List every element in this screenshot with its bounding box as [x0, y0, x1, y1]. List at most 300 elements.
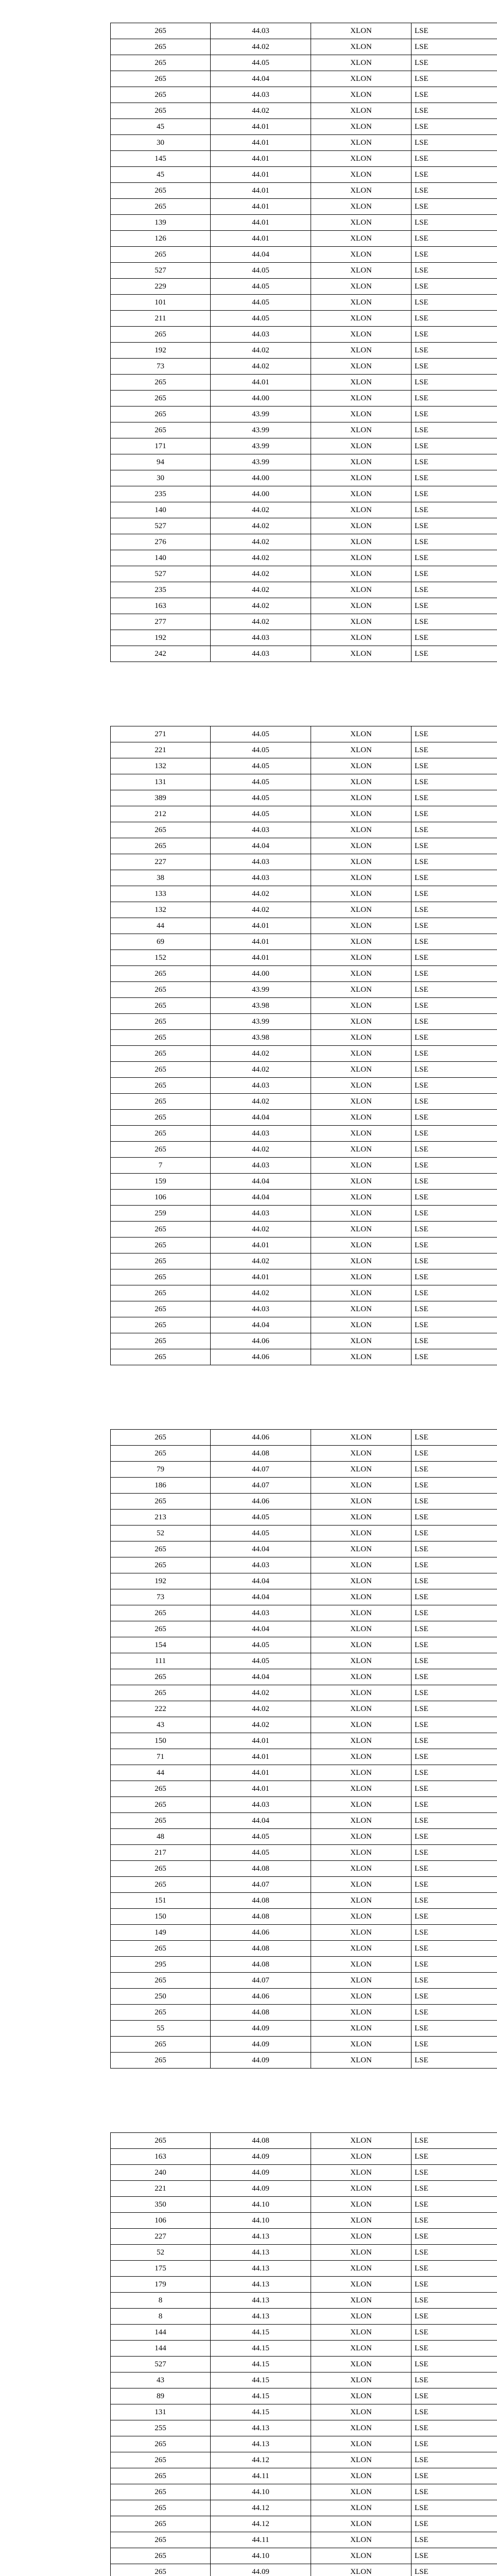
- platform-cell: LSE: [412, 998, 497, 1014]
- table-row: [111, 2293, 497, 2309]
- venue-cell: XLON: [311, 870, 412, 886]
- venue-cell: XLON: [311, 2325, 412, 2341]
- table-row: [111, 2500, 497, 2516]
- platform-cell: LSE: [412, 2357, 497, 2372]
- volume-cell: 240: [111, 2165, 211, 2181]
- platform-cell: LSE: [412, 2277, 497, 2293]
- platform-cell: LSE: [412, 1861, 497, 1877]
- platform-cell: LSE: [412, 1238, 497, 1253]
- table-row: [111, 1222, 497, 1238]
- table-row: [111, 1861, 497, 1877]
- platform-cell: LSE: [412, 151, 497, 167]
- platform-cell: LSE: [412, 2213, 497, 2229]
- price-cell: 44.13: [211, 2436, 311, 2452]
- table-row: [111, 630, 497, 646]
- platform-cell: LSE: [412, 582, 497, 598]
- venue-cell: XLON: [311, 247, 412, 263]
- platform-cell: LSE: [412, 646, 497, 662]
- platform-cell: LSE: [412, 263, 497, 279]
- venue-cell: XLON: [311, 2500, 412, 2516]
- price-cell: 44.13: [211, 2420, 311, 2436]
- volume-cell: 265: [111, 1094, 211, 1110]
- price-cell: 44.01: [211, 1749, 311, 1765]
- price-cell: 44.03: [211, 327, 311, 343]
- volume-cell: 265: [111, 2133, 211, 2149]
- price-cell: 44.05: [211, 806, 311, 822]
- table-row: [111, 934, 497, 950]
- venue-cell: XLON: [311, 406, 412, 422]
- platform-cell: LSE: [412, 486, 497, 502]
- price-cell: 44.03: [211, 854, 311, 870]
- page-4: [0, 2110, 497, 2576]
- price-cell: 44.00: [211, 470, 311, 486]
- volume-cell: 154: [111, 1637, 211, 1653]
- price-cell: 44.03: [211, 646, 311, 662]
- table-row: [111, 183, 497, 199]
- volume-cell: 259: [111, 1206, 211, 1222]
- table-row: [111, 2021, 497, 2037]
- platform-cell: LSE: [412, 1190, 497, 1206]
- volume-cell: 106: [111, 1190, 211, 1206]
- platform-cell: LSE: [412, 1494, 497, 1510]
- venue-cell: XLON: [311, 1094, 412, 1110]
- volume-cell: 106: [111, 2213, 211, 2229]
- table-row: [111, 726, 497, 742]
- platform-cell: LSE: [412, 279, 497, 295]
- price-cell: 44.01: [211, 199, 311, 215]
- platform-cell: LSE: [412, 1317, 497, 1333]
- price-cell: 44.00: [211, 486, 311, 502]
- table-row: [111, 902, 497, 918]
- volume-cell: 265: [111, 998, 211, 1014]
- volume-cell: 265: [111, 1014, 211, 1030]
- price-cell: 44.04: [211, 1110, 311, 1126]
- platform-cell: LSE: [412, 2548, 497, 2564]
- price-cell: 44.01: [211, 231, 311, 247]
- volume-cell: 265: [111, 1605, 211, 1621]
- table-row: [111, 1749, 497, 1765]
- volume-cell: 265: [111, 1557, 211, 1573]
- price-cell: 44.02: [211, 1685, 311, 1701]
- table-row: [111, 2325, 497, 2341]
- price-cell: 44.03: [211, 822, 311, 838]
- table-row: [111, 1589, 497, 1605]
- volume-cell: 265: [111, 1126, 211, 1142]
- venue-cell: XLON: [311, 231, 412, 247]
- volume-cell: 242: [111, 646, 211, 662]
- platform-cell: LSE: [412, 2436, 497, 2452]
- platform-cell: LSE: [412, 1797, 497, 1813]
- price-cell: 44.13: [211, 2293, 311, 2309]
- price-cell: 43.99: [211, 982, 311, 998]
- volume-cell: 94: [111, 454, 211, 470]
- venue-cell: XLON: [311, 1158, 412, 1174]
- trades-table-body: [111, 726, 497, 1365]
- venue-cell: XLON: [311, 1078, 412, 1094]
- table-row: [111, 1605, 497, 1621]
- venue-cell: XLON: [311, 1621, 412, 1637]
- volume-cell: 79: [111, 1462, 211, 1478]
- platform-cell: LSE: [412, 1637, 497, 1653]
- volume-cell: 48: [111, 1829, 211, 1845]
- platform-cell: LSE: [412, 2564, 497, 2576]
- table-row: [111, 1526, 497, 1541]
- venue-cell: XLON: [311, 2436, 412, 2452]
- table-row: [111, 998, 497, 1014]
- venue-cell: XLON: [311, 1829, 412, 1845]
- platform-cell: LSE: [412, 1526, 497, 1541]
- venue-cell: XLON: [311, 1510, 412, 1526]
- venue-cell: XLON: [311, 950, 412, 966]
- price-cell: 44.10: [211, 2197, 311, 2213]
- venue-cell: XLON: [311, 1190, 412, 1206]
- price-cell: 44.08: [211, 1957, 311, 1973]
- venue-cell: XLON: [311, 1238, 412, 1253]
- venue-cell: XLON: [311, 1030, 412, 1046]
- table-row: [111, 2213, 497, 2229]
- price-cell: 44.12: [211, 2500, 311, 2516]
- volume-cell: 265: [111, 966, 211, 982]
- table-row: [111, 1317, 497, 1333]
- volume-cell: 265: [111, 2500, 211, 2516]
- price-cell: 44.13: [211, 2309, 311, 2325]
- venue-cell: XLON: [311, 806, 412, 822]
- venue-cell: XLON: [311, 742, 412, 758]
- table-row: [111, 2484, 497, 2500]
- price-cell: 44.06: [211, 1349, 311, 1365]
- price-cell: 44.02: [211, 1285, 311, 1301]
- volume-cell: 265: [111, 1494, 211, 1510]
- price-cell: 44.03: [211, 870, 311, 886]
- venue-cell: XLON: [311, 598, 412, 614]
- price-cell: 44.09: [211, 2149, 311, 2165]
- venue-cell: XLON: [311, 2341, 412, 2357]
- volume-cell: 265: [111, 2005, 211, 2021]
- price-cell: 44.02: [211, 103, 311, 119]
- table-row: [111, 1142, 497, 1158]
- volume-cell: 163: [111, 598, 211, 614]
- price-cell: 44.04: [211, 1174, 311, 1190]
- venue-cell: XLON: [311, 1717, 412, 1733]
- volume-cell: 144: [111, 2341, 211, 2357]
- table-row: [111, 534, 497, 550]
- price-cell: 44.02: [211, 550, 311, 566]
- venue-cell: XLON: [311, 1765, 412, 1781]
- platform-cell: LSE: [412, 1046, 497, 1062]
- venue-cell: XLON: [311, 502, 412, 518]
- venue-cell: XLON: [311, 2133, 412, 2149]
- venue-cell: XLON: [311, 1014, 412, 1030]
- price-cell: 44.06: [211, 1430, 311, 1446]
- table-row: [111, 918, 497, 934]
- volume-cell: 265: [111, 1301, 211, 1317]
- venue-cell: XLON: [311, 135, 412, 151]
- volume-cell: 265: [111, 71, 211, 87]
- platform-cell: LSE: [412, 438, 497, 454]
- venue-cell: XLON: [311, 1845, 412, 1861]
- table-row: [111, 518, 497, 534]
- volume-cell: 265: [111, 1046, 211, 1062]
- platform-cell: LSE: [412, 295, 497, 311]
- venue-cell: XLON: [311, 966, 412, 982]
- volume-cell: 45: [111, 119, 211, 135]
- trades-table: [110, 726, 497, 1365]
- platform-cell: LSE: [412, 2181, 497, 2197]
- venue-cell: XLON: [311, 1462, 412, 1478]
- venue-cell: XLON: [311, 1909, 412, 1925]
- price-cell: 44.05: [211, 726, 311, 742]
- platform-cell: LSE: [412, 1510, 497, 1526]
- venue-cell: XLON: [311, 263, 412, 279]
- price-cell: 44.03: [211, 630, 311, 646]
- volume-cell: 52: [111, 2245, 211, 2261]
- price-cell: 44.02: [211, 518, 311, 534]
- volume-cell: 265: [111, 87, 211, 103]
- price-cell: 44.04: [211, 1541, 311, 1557]
- volume-cell: 265: [111, 1446, 211, 1462]
- venue-cell: XLON: [311, 2484, 412, 2500]
- price-cell: 44.15: [211, 2357, 311, 2372]
- volume-cell: 149: [111, 1925, 211, 1941]
- venue-cell: XLON: [311, 470, 412, 486]
- platform-cell: LSE: [412, 71, 497, 87]
- venue-cell: XLON: [311, 39, 412, 55]
- venue-cell: XLON: [311, 1749, 412, 1765]
- venue-cell: XLON: [311, 2053, 412, 2069]
- volume-cell: 527: [111, 566, 211, 582]
- table-row: [111, 470, 497, 486]
- platform-cell: LSE: [412, 534, 497, 550]
- platform-cell: LSE: [412, 1781, 497, 1797]
- table-row: [111, 1333, 497, 1349]
- table-row: [111, 2261, 497, 2277]
- platform-cell: LSE: [412, 1030, 497, 1046]
- volume-cell: 265: [111, 1861, 211, 1877]
- table-row: [111, 1877, 497, 1893]
- price-cell: 44.02: [211, 614, 311, 630]
- platform-cell: LSE: [412, 1765, 497, 1781]
- price-cell: 44.02: [211, 534, 311, 550]
- price-cell: 44.02: [211, 886, 311, 902]
- platform-cell: LSE: [412, 870, 497, 886]
- venue-cell: XLON: [311, 1046, 412, 1062]
- volume-cell: 71: [111, 1749, 211, 1765]
- venue-cell: XLON: [311, 1605, 412, 1621]
- venue-cell: XLON: [311, 343, 412, 359]
- platform-cell: LSE: [412, 790, 497, 806]
- venue-cell: XLON: [311, 295, 412, 311]
- venue-cell: XLON: [311, 1925, 412, 1941]
- price-cell: 44.04: [211, 1190, 311, 1206]
- price-cell: 44.15: [211, 2388, 311, 2404]
- table-row: [111, 1941, 497, 1957]
- price-cell: 44.10: [211, 2213, 311, 2229]
- platform-cell: LSE: [412, 918, 497, 934]
- table-row: [111, 2149, 497, 2165]
- price-cell: 43.99: [211, 422, 311, 438]
- table-row: [111, 1909, 497, 1925]
- table-row: [111, 1893, 497, 1909]
- table-row: [111, 1349, 497, 1365]
- platform-cell: LSE: [412, 1989, 497, 2005]
- table-row: [111, 2309, 497, 2325]
- venue-cell: XLON: [311, 2181, 412, 2197]
- volume-cell: 265: [111, 2053, 211, 2069]
- price-cell: 44.02: [211, 502, 311, 518]
- venue-cell: XLON: [311, 103, 412, 119]
- volume-cell: 111: [111, 1653, 211, 1669]
- price-cell: 44.05: [211, 790, 311, 806]
- price-cell: 44.03: [211, 1301, 311, 1317]
- venue-cell: XLON: [311, 1062, 412, 1078]
- venue-cell: XLON: [311, 1557, 412, 1573]
- volume-cell: 255: [111, 2420, 211, 2436]
- venue-cell: XLON: [311, 838, 412, 854]
- venue-cell: XLON: [311, 119, 412, 135]
- platform-cell: LSE: [412, 2133, 497, 2149]
- venue-cell: XLON: [311, 1301, 412, 1317]
- platform-cell: LSE: [412, 1589, 497, 1605]
- venue-cell: XLON: [311, 1253, 412, 1269]
- volume-cell: 265: [111, 39, 211, 55]
- table-row: [111, 1238, 497, 1253]
- venue-cell: XLON: [311, 1973, 412, 1989]
- platform-cell: LSE: [412, 1541, 497, 1557]
- page-1: [0, 0, 497, 703]
- venue-cell: XLON: [311, 2309, 412, 2325]
- venue-cell: XLON: [311, 1797, 412, 1813]
- venue-cell: XLON: [311, 1333, 412, 1349]
- venue-cell: XLON: [311, 183, 412, 199]
- table-row: [111, 231, 497, 247]
- price-cell: 44.02: [211, 1046, 311, 1062]
- venue-cell: XLON: [311, 1494, 412, 1510]
- table-row: [111, 1078, 497, 1094]
- price-cell: 44.01: [211, 119, 311, 135]
- price-cell: 44.15: [211, 2325, 311, 2341]
- volume-cell: 227: [111, 2229, 211, 2245]
- table-row: [111, 359, 497, 375]
- volume-cell: 265: [111, 391, 211, 406]
- venue-cell: XLON: [311, 1573, 412, 1589]
- volume-cell: 8: [111, 2293, 211, 2309]
- platform-cell: LSE: [412, 1685, 497, 1701]
- table-row: [111, 1174, 497, 1190]
- venue-cell: XLON: [311, 1526, 412, 1541]
- price-cell: 44.13: [211, 2261, 311, 2277]
- platform-cell: LSE: [412, 966, 497, 982]
- venue-cell: XLON: [311, 1206, 412, 1222]
- venue-cell: XLON: [311, 23, 412, 39]
- platform-cell: LSE: [412, 55, 497, 71]
- platform-cell: LSE: [412, 2037, 497, 2053]
- platform-cell: LSE: [412, 934, 497, 950]
- table-row: [111, 1765, 497, 1781]
- volume-cell: 144: [111, 2325, 211, 2341]
- platform-cell: LSE: [412, 838, 497, 854]
- table-row: [111, 2133, 497, 2149]
- venue-cell: XLON: [311, 359, 412, 375]
- table-row: [111, 502, 497, 518]
- price-cell: 44.01: [211, 1733, 311, 1749]
- price-cell: 43.99: [211, 454, 311, 470]
- venue-cell: XLON: [311, 2452, 412, 2468]
- venue-cell: XLON: [311, 1701, 412, 1717]
- price-cell: 44.13: [211, 2229, 311, 2245]
- table-row: [111, 582, 497, 598]
- table-row: [111, 2197, 497, 2213]
- platform-cell: LSE: [412, 327, 497, 343]
- volume-cell: 265: [111, 1621, 211, 1637]
- venue-cell: XLON: [311, 1989, 412, 2005]
- price-cell: 44.04: [211, 1573, 311, 1589]
- venue-cell: XLON: [311, 1446, 412, 1462]
- price-cell: 44.03: [211, 87, 311, 103]
- table-row: [111, 1494, 497, 1510]
- venue-cell: XLON: [311, 918, 412, 934]
- table-row: [111, 23, 497, 39]
- platform-cell: LSE: [412, 1557, 497, 1573]
- table-row: [111, 1158, 497, 1174]
- volume-cell: 265: [111, 23, 211, 39]
- price-cell: 44.03: [211, 1206, 311, 1222]
- venue-cell: XLON: [311, 982, 412, 998]
- venue-cell: XLON: [311, 2420, 412, 2436]
- price-cell: 44.02: [211, 902, 311, 918]
- venue-cell: XLON: [311, 518, 412, 534]
- price-cell: 44.04: [211, 1317, 311, 1333]
- volume-cell: 7: [111, 1158, 211, 1174]
- price-cell: 44.06: [211, 1989, 311, 2005]
- price-cell: 44.01: [211, 1765, 311, 1781]
- volume-cell: 527: [111, 518, 211, 534]
- volume-cell: 265: [111, 1253, 211, 1269]
- table-row: [111, 1046, 497, 1062]
- platform-cell: LSE: [412, 23, 497, 39]
- platform-cell: LSE: [412, 1573, 497, 1589]
- venue-cell: XLON: [311, 2277, 412, 2293]
- venue-cell: XLON: [311, 886, 412, 902]
- volume-cell: 30: [111, 135, 211, 151]
- price-cell: 44.01: [211, 215, 311, 231]
- volume-cell: 43: [111, 2372, 211, 2388]
- volume-cell: 140: [111, 502, 211, 518]
- price-cell: 44.02: [211, 39, 311, 55]
- volume-cell: 265: [111, 1781, 211, 1797]
- table-row: [111, 742, 497, 758]
- table-row: [111, 263, 497, 279]
- platform-cell: LSE: [412, 1462, 497, 1478]
- platform-cell: LSE: [412, 1222, 497, 1238]
- price-cell: 44.02: [211, 582, 311, 598]
- platform-cell: LSE: [412, 1829, 497, 1845]
- platform-cell: LSE: [412, 422, 497, 438]
- price-cell: 44.03: [211, 1605, 311, 1621]
- venue-cell: XLON: [311, 2532, 412, 2548]
- platform-cell: LSE: [412, 375, 497, 391]
- venue-cell: XLON: [311, 790, 412, 806]
- volume-cell: 295: [111, 1957, 211, 1973]
- table-row: [111, 438, 497, 454]
- venue-cell: XLON: [311, 2245, 412, 2261]
- platform-cell: LSE: [412, 1845, 497, 1861]
- table-row: [111, 950, 497, 966]
- platform-cell: LSE: [412, 1094, 497, 1110]
- price-cell: 44.09: [211, 2181, 311, 2197]
- volume-cell: 265: [111, 1269, 211, 1285]
- venue-cell: XLON: [311, 311, 412, 327]
- volume-cell: 265: [111, 55, 211, 71]
